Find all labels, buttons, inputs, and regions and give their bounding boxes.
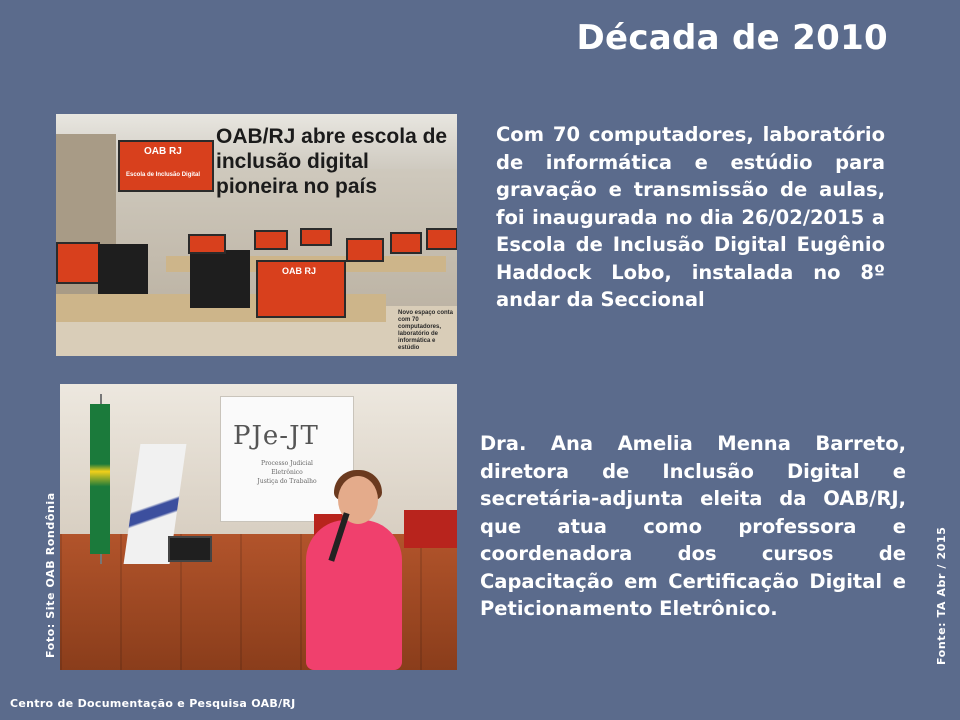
classroom-big-screen — [118, 140, 214, 192]
pje-subtitle-line-3: Justiça do Trabalho — [257, 478, 317, 485]
presenter-figure — [306, 520, 402, 670]
pje-logo: PJe-JT — [233, 421, 319, 451]
pje-subtitle — [231, 459, 343, 486]
monitor-row-6 — [426, 228, 457, 250]
footer-text: Centro de Documentação e Pesquisa OAB/RJ — [10, 697, 296, 710]
monitor-row-2 — [254, 230, 288, 250]
pje-subtitle-line-1: Processo Judicial — [261, 460, 313, 467]
pje-subtitle-line-2: Eletrônico — [271, 469, 303, 476]
classroom-photo — [56, 114, 457, 356]
photo-credit: Foto: Site OAB Rondônia — [44, 492, 57, 658]
source-credit: Fonte: TA Abr / 2015 — [935, 526, 948, 665]
computer-tower-center — [190, 250, 250, 308]
screen-brand-label: OAB RJ — [144, 146, 182, 157]
clipping-caption: Novo espaço conta com 70 computadores, laboratório de informática e estúdio — [398, 310, 454, 351]
monitor-left — [56, 242, 100, 284]
screen-text-label: Escola de Inclusão Digital — [126, 172, 201, 178]
monitor-row-3 — [300, 228, 332, 246]
brazil-flag — [90, 404, 110, 554]
monitor-brand-label: OAB RJ — [282, 266, 317, 276]
computer-tower — [98, 244, 148, 294]
monitor-front — [256, 260, 346, 318]
monitor-row-4 — [346, 238, 384, 262]
paragraph-school: Com 70 computadores, laboratório de informática e estúdio para gravação e transmissão de aulas, foi inaugurada no dia 26/02/2015 a Escola de Inclusão Digital Eugênio Haddock Lobo, instalada no 8º andar da Seccional — [496, 123, 885, 311]
presenter-photo — [60, 384, 457, 670]
projection-screen — [220, 396, 354, 522]
slide-title: Década de 2010 — [576, 18, 888, 58]
monitor-row-1 — [188, 234, 226, 254]
red-chair — [404, 510, 457, 548]
podium-monitor — [168, 536, 212, 562]
clipping-headline: OAB/RJ abre escola de inclusão digital pioneira no país — [216, 125, 448, 198]
monitor-row-5 — [390, 232, 422, 254]
paragraph-presenter: Dra. Ana Amelia Menna Barreto, diretora de Inclusão Digital e secretária-adjunta eleita da OAB/RJ, que atua como professora e coordenadora dos cursos de Capacitação em Certificação Digital e Peticionamento Eletrônico. — [480, 432, 906, 620]
